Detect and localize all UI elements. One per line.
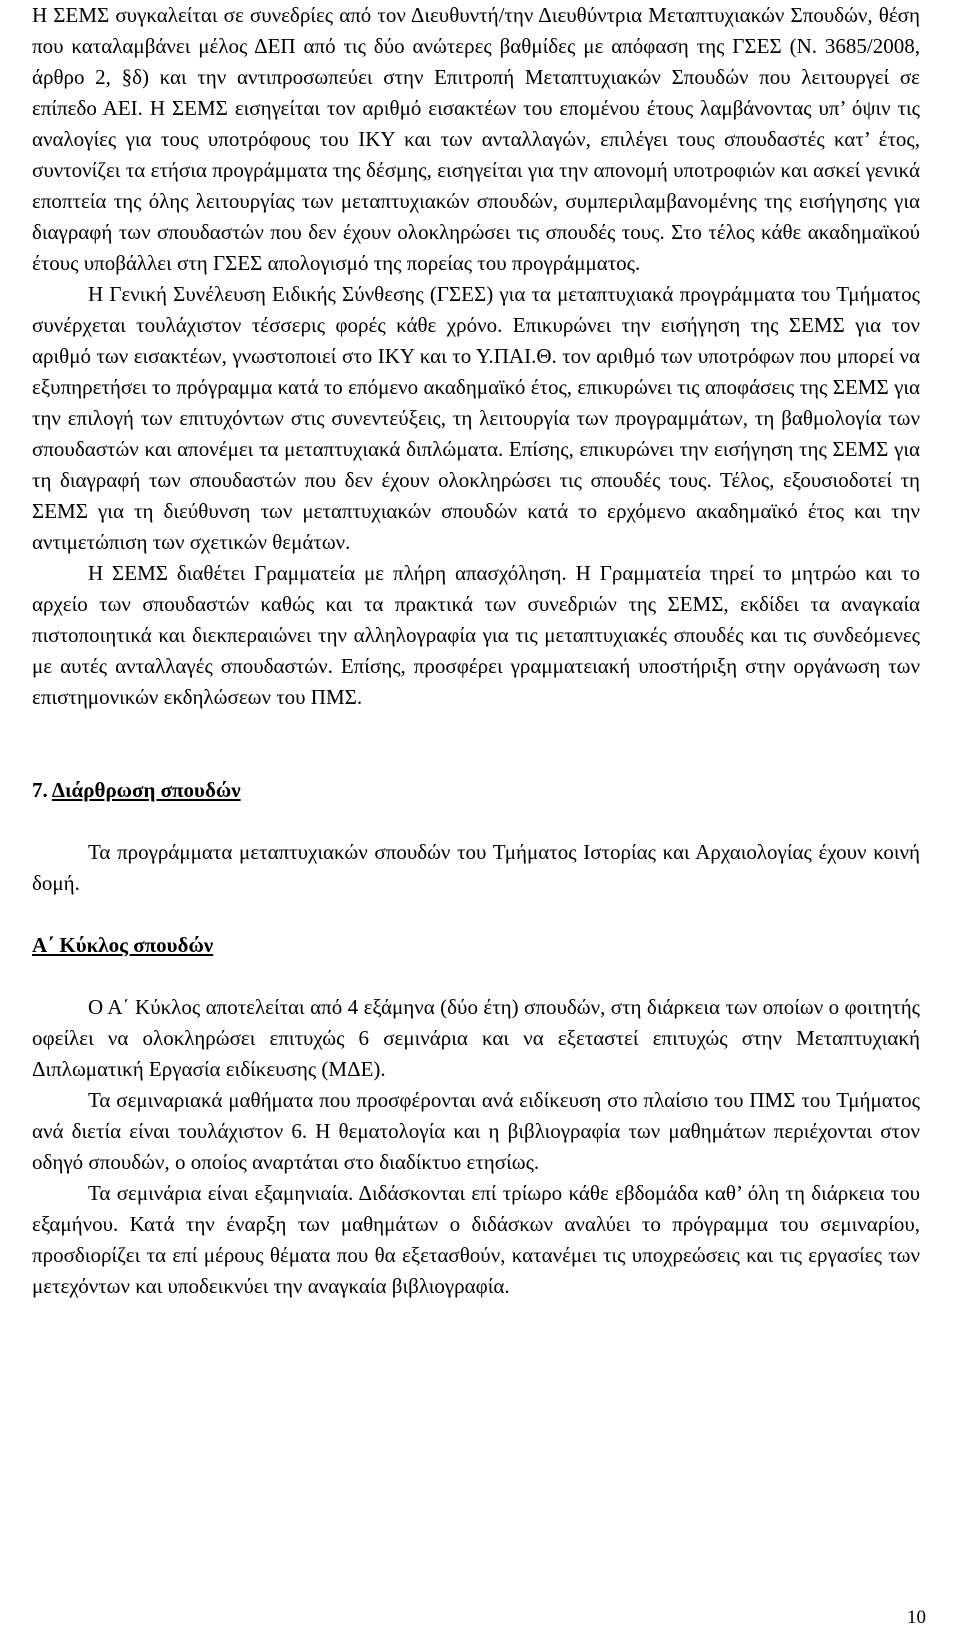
paragraph-section-intro: Τα προγράμματα μεταπτυχιακών σπουδών του Τμήματος Ιστορίας και Αρχαιολογίας έχουν κοινή δομή. bbox=[32, 840, 920, 895]
page-number: 10 bbox=[907, 1607, 926, 1628]
paragraph-sems-duties: Η ΣΕΜΣ συγκαλείται σε συνεδρίες από τον Διευθυντή/την Διευθύντρια Μεταπτυχιακών Σπουδών, θέση που καταλαμβάνει μέλος ΔΕΠ από τις δύο ανώτερες βαθμίδες με απόφαση της ΓΣΕΣ (Ν. 3685/2008, άρθρο 2, §δ) και την αντιπροσωπεύει στην Επιτροπή Μεταπτυχιακών Σπουδών που λειτουργεί σε επίπεδο ΑΕΙ. Η ΣΕΜΣ εισηγείται τον αριθμό εισακτέων του επομένου έτους λαμβάνοντας υπ’ όψιν τις αναλογίες για τους υποτρόφους του ΙΚΥ και των ανταλλαγών, επιλέγει τους σπουδαστές κατ’ έτος, συντονίζει τα ετήσια προγράμματα της δέσμης, εισηγείται για την απονομή υποτροφιών και ασκεί γενικά εποπτεία της όλης λειτουργίας των μεταπτυχιακών σπουδών, συμπεριλαμβανομένης της εισήγησης για διαγραφή των σπουδαστών που δεν έχουν ολοκληρώσει τις σπουδές τους. Στο τέλος κάθε ακαδημαϊκού έτους υποβάλλει στη ΓΣΕΣ απολογισμό της πορείας του προγράμματος. bbox=[32, 3, 920, 275]
subsection-title: Α΄ Κύκλος σπουδών bbox=[32, 933, 214, 957]
section-heading-7 bbox=[32, 775, 920, 806]
document-page bbox=[32, 0, 920, 1302]
paragraph-seminar-schedule: Τα σεμινάρια είναι εξαμηνιαία. Διδάσκονται επί τρίωρο κάθε εβδομάδα καθ’ όλη τη διάρκεια του εξαμήνου. Κατά την έναρξη των μαθημάτων ο διδάσκων αναλύει το πρόγραμμα του σεμιναρίου, προσδιορίζει τα επί μέρους θέματα που θα εξετασθούν, κατανέμει τις υποχρεώσεις και τις εργασίες των μετεχόντων και υποδεικνύει την αναγκαία βιβλιογραφία. bbox=[32, 1181, 920, 1298]
section-title: Διάρθρωση σπουδών bbox=[51, 778, 241, 802]
paragraph-gses-duties: Η Γενική Συνέλευση Ειδικής Σύνθεσης (ΓΣΕΣ) για τα μεταπτυχιακά προγράμματα του Τμήματος συνέρχεται τουλάχιστον τέσσερις φορές κάθε χρόνο. Επικυρώνει την εισήγηση της ΣΕΜΣ για τον αριθμό των εισακτέων, γνωστοποιεί στο ΙΚΥ και το Υ.ΠΑΙ.Θ. τον αριθμό των υποτρόφων που μπορεί να εξυπηρετήσει το πρόγραμμα κατά το επόμενο ακαδημαϊκό έτος, επικυρώνει τις αποφάσεις της ΣΕΜΣ για την επιλογή των επιτυχόντων στις συνεντεύξεις, τη λειτουργία των προγραμμάτων, τη βαθμολογία των σπουδαστών και απονέμει τα μεταπτυχιακά διπλώματα. Επίσης, επικυρώνει την εισήγηση της ΣΕΜΣ για τη διαγραφή των σπουδαστών που δεν έχουν ολοκληρώσει τις σπουδές τους. Τέλος, εξουσιοδοτεί τη ΣΕΜΣ για τη διεύθυνση των μεταπτυχιακών σπουδών κατά το ερχόμενο ακαδημαϊκό έτος και την αντιμετώπιση των σχετικών θεμάτων. bbox=[32, 282, 920, 554]
paragraph-cycle-a-structure: Ο Α΄ Κύκλος αποτελείται από 4 εξάμηνα (δύο έτη) σπουδών, στη διάρκεια των οποίων ο φοιτητής οφείλει να ολοκληρώσει επιτυχώς 6 σεμινάρια και να εξεταστεί επιτυχώς στην Μεταπτυχιακή Διπλωματική Εργασία ειδίκευσης (ΜΔΕ). bbox=[32, 995, 920, 1081]
subsection-heading-cycle-a bbox=[32, 930, 920, 961]
paragraph-secretariat: Η ΣΕΜΣ διαθέτει Γραμματεία με πλήρη απασχόληση. Η Γραμματεία τηρεί το μητρώο και το αρχείο των σπουδαστών καθώς και τα πρακτικά των συνεδριών της ΣΕΜΣ, εκδίδει τα αναγκαία πιστοποιητικά και διεκπεραιώνει την αλληλογραφία για τις μεταπτυχιακές σπουδές και τις συνδεόμενες με αυτές ανταλλαγές σπουδαστών. Επίσης, προσφέρει γραμματειακή υποστήριξη στην οργάνωση των επιστημονικών εκδηλώσεων του ΠΜΣ. bbox=[32, 561, 920, 709]
section-number: 7. bbox=[32, 778, 48, 802]
paragraph-seminar-offerings: Τα σεμιναριακά μαθήματα που προσφέρονται ανά ειδίκευση στο πλαίσιο του ΠΜΣ του Τμήματος ανά διετία είναι τουλάχιστον 6. Η θεματολογία και η βιβλιογραφία των μαθημάτων περιέχονται στον οδηγό σπουδών, ο οποίος αναρτάται στο διαδίκτυο ετησίως. bbox=[32, 1088, 920, 1174]
